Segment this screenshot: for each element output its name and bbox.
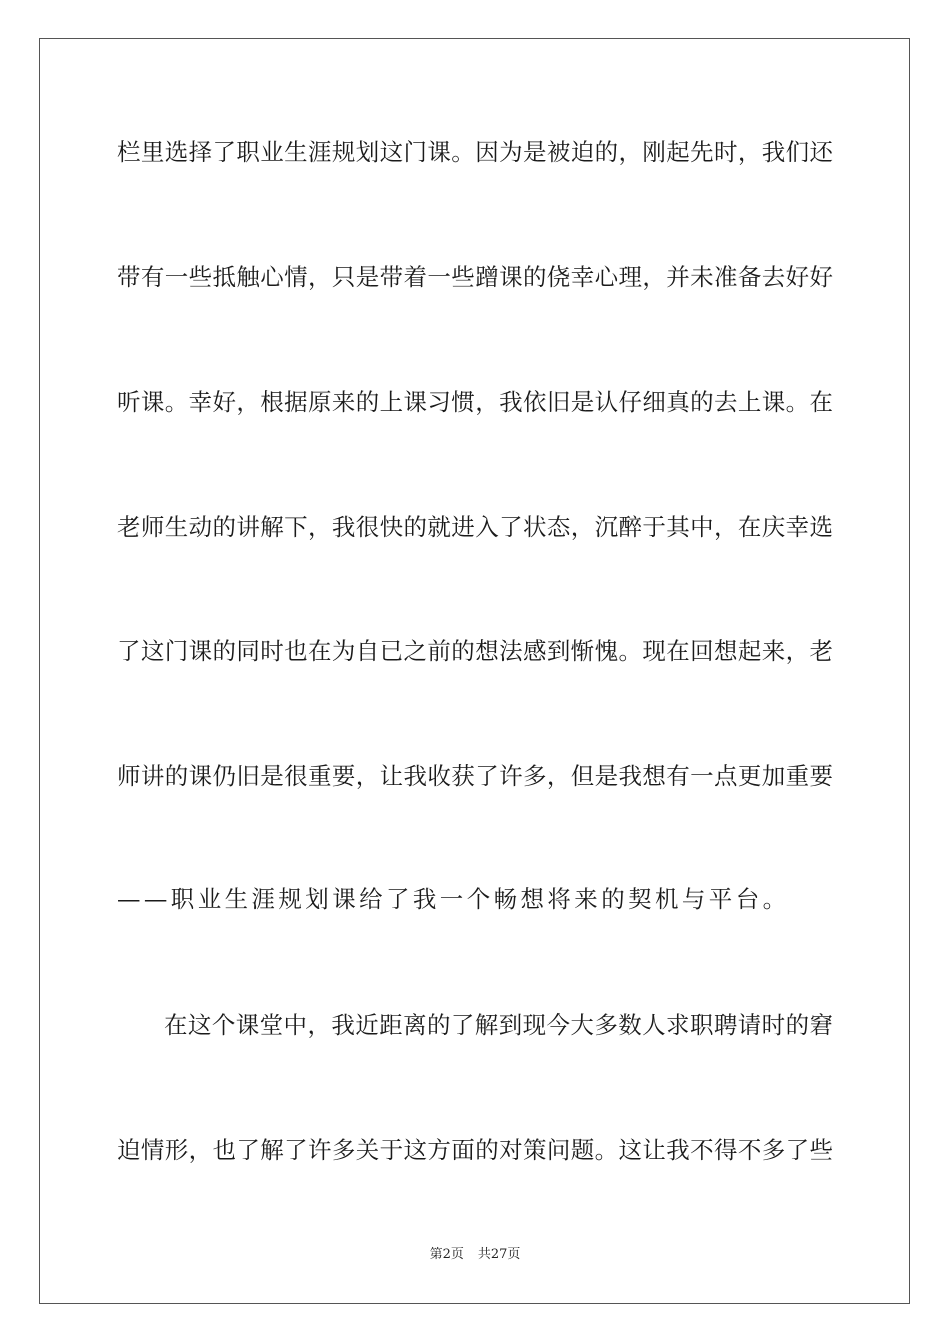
text-line: 了这门课的同时也在为自已之前的想法感到惭愧。现在回想起来，老 — [117, 637, 833, 665]
page-number: 第2页 — [429, 1247, 464, 1262]
text-line: 师讲的课仍旧是很重要，让我收获了许多，但是我想有一点更加重要 — [117, 762, 833, 790]
total-pages: 共27页 — [477, 1247, 521, 1262]
page-footer — [0, 1246, 950, 1264]
page-frame — [39, 38, 910, 1304]
text-line: 迫情形，也了解了许多关于这方面的对策问题。这让我不得不多了些 — [117, 1136, 833, 1164]
text-line: 带有一些抵触心情，只是带着一些蹭课的侥幸心理，并未准备去好好 — [117, 263, 833, 291]
text-line: ——职业生涯规划课给了我一个畅想将来的契机与平台。 — [117, 885, 790, 913]
paragraph-first-line: 在这个课堂中，我近距离的了解到现今大多数人求职聘请时的窘 — [164, 1011, 833, 1039]
text-line: 老师生动的讲解下，我很快的就进入了状态，沉醉于其中，在庆幸选 — [117, 513, 833, 541]
text-line: 栏里选择了职业生涯规划这门课。因为是被迫的，刚起先时，我们还 — [117, 138, 833, 166]
text-line: 听课。幸好，根据原来的上课习惯，我依旧是认仔细真的去上课。在 — [117, 388, 833, 416]
